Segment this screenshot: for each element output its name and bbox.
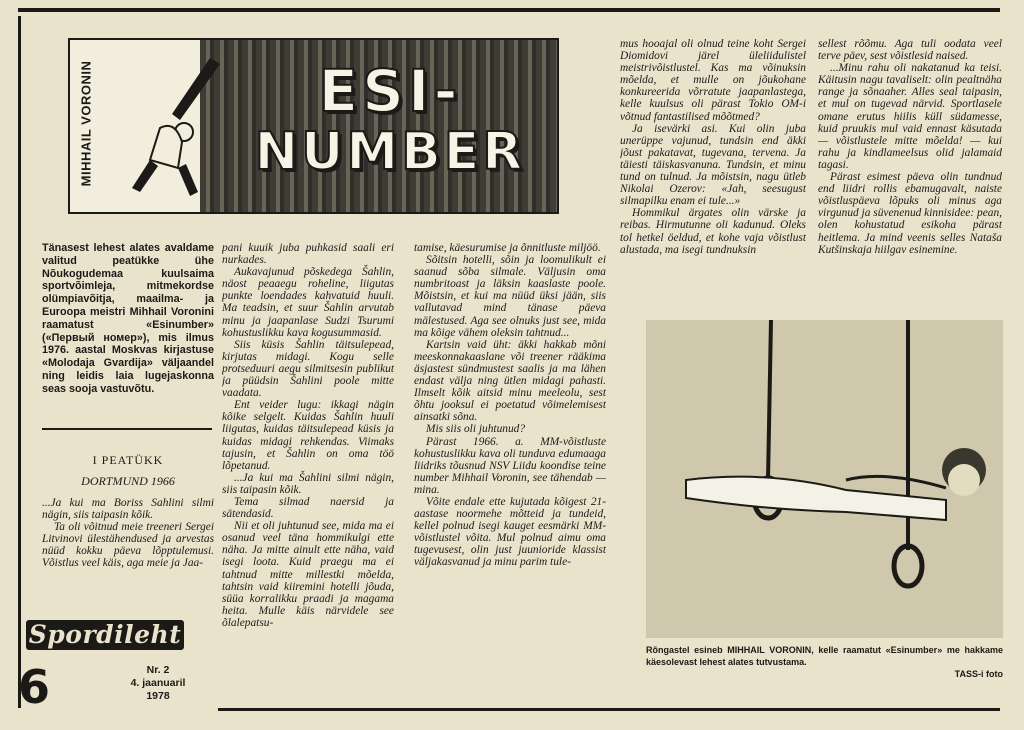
gymnast-photo (646, 320, 1003, 638)
photo-caption (646, 644, 1003, 680)
article-column-5 (818, 38, 1002, 314)
paragraph: Hommikul ärgates olin värske ja reibas. Hirmutunne oli kadunud. Oleks tol hetkel öeldud, et kohe vaja võistlust alustada, ma isegi tundnuksin (620, 207, 806, 256)
article-column-4 (620, 38, 806, 314)
paragraph: Pärast 1966. a. MM-võistluste kohustuslikku kava oli tunduva edumaaga liidriks tõusnud NSV Liidu koondise teine number Mihhail Voronin, see tähendab — mina. (414, 435, 606, 496)
paragraph: sellest rõõmu. Aga tuli oodata veel terve päev, sest võistlesid naised. (818, 38, 1002, 63)
caption-text: Rõngastel esineb MIHHAIL VORONIN, kelle raamatut «Esinumber» me hakkame käesolevast lehest alates tutvustama. (646, 645, 1003, 667)
paragraph: mus hooajal oli olnud teine koht Sergei Diomidovi järel üleliidulistel meistrivõistlustel. Kas ma võinuksin mõelda, et mulle on jõukohane konkureerida võrratute jaapanlastega, kelle kuulsus oli pärast Tokio OM-i võtnud fantastilised mõõtmed? (620, 38, 806, 123)
intro-divider (42, 428, 212, 430)
paragraph: Ent veider lugu: ikkagi nägin kõike selgelt. Kuidas Šahlin huuli liigutas, kuidas täitsulepead küsis ja kuidas midagi rehkendas. Viimaks tajusin, et Šahlin on oma töö lõpetanud. (222, 399, 394, 472)
paragraph: Siis küsis Šahlin täitsulepead, kirjutas midagi. Kogu selle protseduuri aegu silmitsesin publikut ja püüdsin Šahlini poole mitte vaadata. (222, 338, 394, 400)
issue-info (118, 664, 198, 703)
issue-number: Nr. 2 (146, 664, 170, 676)
paragraph: Pärast esimest päeva olin tundnud end liidri rollis ebamugavalt, naiste võistluspäeva lõpuks oli minus aga virgunud ja süvenenud kinnisidee: pean, olen kohustatud esikoha pärast heitlema. Ja mind veenis selles Nataša Kutšinskaja hiilgav esinemine. (818, 171, 1002, 256)
paragraph: Tema silmad naersid ja sätendasid. (222, 495, 394, 521)
paragraph: Ta oli võitnud meie treeneri Sergei Litvinovi ülestähendused ja arvestas nüüd kokku päeva lõpptulemusi. Võistlus veel käis, aga meie ja Jaa- (42, 521, 214, 570)
photo-credit: TASS-i foto (954, 669, 1003, 679)
paragraph: Kartsin vaid üht: äkki hakkab mõni meeskonnakaaslane või treener rääkima äsjastest sündmustest saalis ja ma lähen endast välja ning ütlen midagi pahasti. Ilmselt kõik aitsid minu meeleolu, sest õhtu jooksul ei poetatud võimelemisest ainsatki sõna. (414, 338, 606, 424)
gymnast-silhouette-illustration (120, 50, 240, 200)
headline-line-2: NUMBER (254, 122, 526, 182)
paragraph: Võite endale ette kujutada kõigest 21-aastase noormehe mõtteid ja tundeid, kellel polnud isegi kauget eesmärki MM-võistlustel võita. Mul polnud aimu oma tugevusest, olin just juunioride klassist väljakasvanud ja minu parim tule- (414, 495, 606, 569)
chapter-number: I PEATÜKK (92, 453, 164, 467)
paragraph: tamise, käesurumise ja õnnitluste miljöö. (414, 242, 601, 254)
article-column-3 (414, 242, 606, 688)
article-column-2 (222, 242, 394, 688)
headline-line-1: ESI- (318, 57, 462, 125)
bottom-rule (218, 708, 1000, 711)
top-rule (18, 8, 1000, 12)
issue-year: 1978 (146, 690, 170, 702)
rings-gymnast-illustration (646, 320, 1003, 638)
issue-date: 4. jaanuaril (130, 677, 186, 689)
paragraph: pani kuuik juba puhkasid saali eri nurkades. (222, 242, 394, 267)
paragraph: Sõitsin hotelli, sõin ja loomulikult ei saanud sõba silmale. Väljusin oma numbritoast ja läksin kaaslaste poole. Mõistsin, et kui ma nüüd üksi jään, siis vallutavad mind tänase päeva mälestused. Aga see olnuks just see, mida ma kõige vähem oleksin tahtnud... (414, 254, 606, 339)
paragraph: ...Minu rahu oli nakatanud ka teisi. Käitusin nagu tavaliselt: olin pealtnäha range ja sõnaaher. Alles seal taipasin, et mul on tugevad närvid. Sportlasele omane erutus hiilis küll südamesse, kuid pruukis mul vaid ennast käsutada — võistlustele mitte mõelda! — kui rahu ja kindlameelsus olid jalamaid tagasi. (818, 62, 1002, 171)
intro-paragraph: Tänasest lehest alates avaldame valitud peatükke ühe Nõukogudemaa kuulsaima sportvõimleja, mitmekordse olümpiavõitja, maailma- ja Euroopa meistri Mihhail Voronini raamatust «Esinumber» («Первый номер»), mis ilmus 1976. aastal Moskvas kirjastuse «Molodaja Gvardija» väljaandel ning leidis laia lugejaskonna seas sooja vastuvõtu. (42, 242, 214, 395)
newspaper-masthead: Spordileht (26, 620, 184, 650)
paragraph: ...Ja kui ma Šahlini silmi nägin, siis taipasin kõik. (222, 471, 394, 496)
chapter-heading (42, 453, 214, 489)
article-column-1 (42, 497, 214, 605)
paragraph: Ja isevärki asi. Kui olin juba unerüppe vajunud, tundsin end äkki jõust pakatavat, tugevana, tervena. Ja täiesti täiskasvanuna. Tundsin, et minu tund on tulnud. Ja mõistsin, nagu ütleb Nikolai Ozerov: «Jah, seesugust silmapilku enam ei tule...» (620, 122, 806, 208)
headline (230, 57, 550, 182)
left-rule (18, 16, 21, 708)
page-number: 6 (18, 660, 51, 714)
paragraph: Mis siis oli juhtunud? (426, 423, 526, 436)
paragraph: Aukavajunud põskedega Šahlin, näost peaaegu roheline, liigutas punkte loendades kahvatuid huuli. Ma teadsin, et suur Šahlin arvutab minu ja jaapanlase Sudzi Tsurumi kohustuslikku kava kogusummasid. (222, 266, 394, 339)
banner-vertical-name: MIHHAIL VORONIN (78, 60, 94, 187)
chapter-place: DORTMUND 1966 (81, 474, 175, 488)
headline-banner (68, 38, 559, 214)
paragraph: Nii et oli juhtunud see, mida ma ei osanud veel täna hommikulgi ette näha. Ja mitte ainult ette näha, vaid isegi loota. Kuid praegu ma ei tahtnud mitte millestki mõelda, tahtsin vaid kiiremini hotelli jõuda, süüa korralikku praadi ja magama heita. Mulle käis närvidele see õlalepatsu- (222, 520, 394, 629)
paragraph: ...Ja kui ma Boriss Sahlini silmi nägin, siis taipasin kõik. (42, 497, 214, 522)
